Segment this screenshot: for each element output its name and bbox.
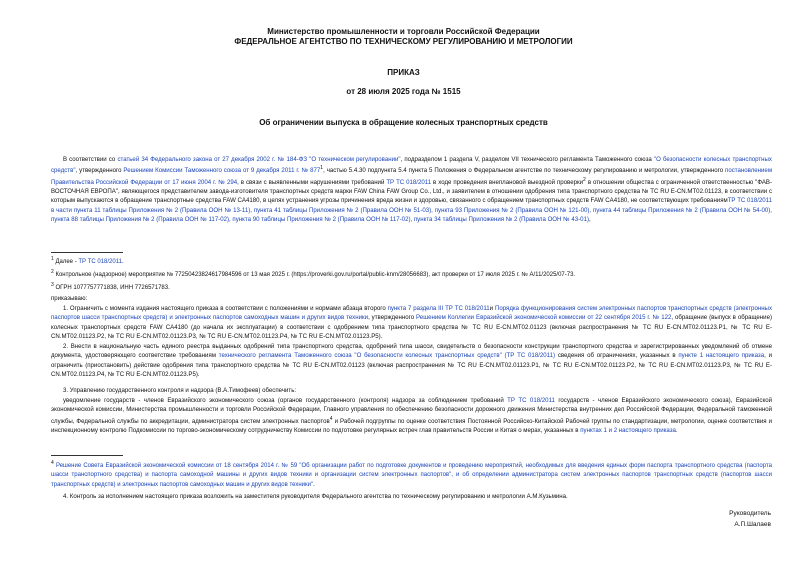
text: и Рабочей подгруппы по оценке соответствия Постоянной Российско-Китайской Рабочей группы по стандартизации, метрологии, оценке соответствия и инспекционному контролю Подкомиссии по торгово-экономическому сотрудничеству Комиссии по подготовке регулярных встреч глав правительств России и Китая о мерах, указанных в — [51, 417, 772, 434]
text: государств - членов Евразийского экономического союза), Евразийской экономической комиссии, Министерства промышленности и торговли Российской Федерации, Главного управления по обеспечению безопасности дорожного движения Министерства внутренних дел Российской Федерации, Федеральной таможенной службы, Федеральной службы по аккредитации, администратора систем электронных паспортов — [51, 397, 773, 425]
clause-link[interactable]: пункта 7 раздела III ТР ТС 018/2011 — [387, 305, 490, 312]
tr-ts-link[interactable]: ТР ТС 018/2011 — [78, 259, 122, 265]
text: Далее - — [53, 259, 79, 265]
text: 1. Ограничить с момента издания настоящего приказа в соответствии с положениями и нормами абзаца второго — [63, 305, 388, 312]
government-decree-link[interactable]: постановлением Правительства Российской Федерации от 17 июня 2004 г. № 294 — [51, 167, 773, 186]
text: . — [121, 259, 124, 265]
footnote-ref: 4 — [329, 415, 333, 422]
doc-type: ПРИКАЗ — [387, 68, 420, 77]
order-item-link[interactable]: пункте 1 настоящего приказа — [678, 352, 765, 360]
order-item-3-notice — [51, 396, 772, 435]
ministry-name: Министерство промышленности и торговли Российской Федерации — [267, 27, 540, 36]
text: В соответствии со — [63, 156, 118, 163]
text: , утвержденного — [677, 167, 726, 175]
text: и — [489, 305, 495, 312]
text: в ходе проведения внеплановой выездной проверки — [431, 178, 584, 186]
procedure-link[interactable]: Порядка функционирования систем электронных паспортов транспортных средств (электронных паспортов шасси транспортных средств) и электронных паспортов самоходных машин и других видов техники — [51, 305, 772, 322]
footnote-ref: 1 — [320, 165, 324, 172]
preamble-paragraph — [51, 155, 772, 224]
text: , утвержденного — [75, 167, 124, 175]
footnote-mark: 2 — [51, 269, 54, 275]
footnote-divider — [51, 252, 123, 253]
footnote-divider — [51, 455, 123, 456]
footnote-1 — [51, 255, 772, 267]
footnote-mark: 3 — [51, 282, 54, 288]
doc-date-number: от 28 июля 2025 года № 1515 — [346, 87, 461, 96]
regulation-link[interactable]: "О безопасности колесных транспортных средств" — [51, 156, 772, 175]
text: . — [675, 426, 678, 434]
text: сведения об ограничениях, указанных в — [555, 352, 679, 360]
footnote-ref: 2 — [583, 176, 586, 183]
footnote-2 — [51, 268, 772, 280]
order-item-1 — [51, 304, 772, 341]
law-link[interactable]: статьей 34 Федерального закона от 27 декабря 2002 г. № 184-ФЗ "О техническом регулировании" — [117, 156, 401, 163]
text: 2. Внести в национальную часть единого реестра выданных одобрений типа транспортного средства, одобрений типа шасси, свидетельств о безопасности конструкции транспортного средства и зарегистрированных уведомлений об отмене документа, удостоверяющего соответствие требованиям — [51, 343, 772, 360]
tr-ts-clauses-link[interactable]: ТР ТС 018/2011 в части пункта 11 таблицы Приложения № 2 (Правила ООН № 13-11), пункта 41 таблицы Приложения № 2 (Правила ООН № 51-03), пункта 93 Приложения № 2 (Правила ООН № 121-00), пункта 44 таблицы Приложения № 2 (Правила ООН № 54-00), пункта 88 таблицы Приложения № 2 (Правила ООН № 117-02), пункта 90 таблицы Приложения № 2 (Правила ООН № 117-02), пункта 34 таблицы Приложения № 2 (Правила ООН № 43-01) — [51, 197, 772, 223]
text: в отношении общества с ограниченной ответственностью "ФАВ-ВОСТОЧНАЯ ЕВРОПА", являющегося представителем завода-изготовителя транспортных средств марки FAW China FAW Group Co., Ltd., и заявителем в отношении одобрения типа транспортного средства № ТС RU E-CN.МТ02.01123, в соответствии с которым выпускаются в обращение транспортные средства FAW CA4180, в целях устранения угрозы причинения вреда жизни и здоровью, связанного с обращением транспортных средств FAW CA4180, не соответствующих требованиям — [51, 178, 772, 205]
text: , — [589, 215, 591, 223]
text: Контрольное (надзорное) мероприятие № 77250423824617984596 от 13 мая 2025 г. (https://proverki.gov.ru/portal/public-knm/28056683), акт проверки от 17 июля 2025 г. № А/11/2025/07-73. — [53, 272, 576, 278]
text: . — [313, 481, 315, 488]
tr-ts-link[interactable]: ТР ТС 018/2011 — [386, 178, 432, 186]
footnote-3 — [51, 281, 772, 293]
order-item-4: 4. Контроль за исполнением настоящего приказа возложить на заместителя руководителя Федерального агентства по техническому регулированию и метрологии А.М.Кузьмина. — [63, 493, 568, 500]
commission-decision-link[interactable]: Решением Коллегии Евразийской экономической комиссии от 22 сентября 2015 г. № 122 — [416, 314, 672, 322]
footnote-mark: 1 — [51, 256, 54, 262]
text: , утвержденного — [368, 314, 417, 322]
text: уведомление государств - членов Евразийского экономического союза (органов государственного (контроля) надзора за соблюдением требований — [63, 397, 508, 404]
order-item-2 — [51, 342, 772, 379]
council-decision-link[interactable]: Решение Совета Евразийской экономической комиссии от 18 сентября 2014 г. № 59 "Об организации работ по подготовке документов и проведению мероприятий, необходимых для введения единых форм паспорта транспортного средства (паспорта шасси транспортного средства) и паспорта самоходной машины и других видов техники и организации систем электронных паспортов", и об определении администратора систем электронных паспортов транспортных средств (паспортов шасси транспортных средств) и электронных паспортов самоходных машин и других видов техники" — [51, 463, 772, 488]
text: , в связи с выявленными нарушениями требований — [237, 178, 387, 186]
footnote-mark: 4 — [51, 460, 54, 466]
regulation-link[interactable]: технического регламента Таможенного союза "О безопасности колесных транспортных средств" (ТР ТС 018/2011) — [218, 352, 556, 360]
decision-link[interactable]: Решением Комиссии Таможенного союза от 9 декабря 2011 г. № 877 — [123, 167, 321, 175]
text: , и ограничить (приостановить) действие одобрения типа транспортного средства № ТС RU E-CN.МТ02.01123 (включая распространения № ТС RU E-CN.МТ02.01123.Р1, № ТС RU E-CN.МТ02.01123.Р2, № ТС RU E-CN.МТ02.01123.Р3, № ТС RU E-CN.МТ02.01123.Р4, № ТС RU E-CN.МТ02.01123.Р5). — [51, 352, 772, 378]
order-items-link[interactable]: пунктах 1 и 2 настоящего приказа — [580, 426, 676, 434]
order-intro: приказываю: — [51, 295, 88, 302]
text: , частью 5.4.30 подпункта 5.4 пункта 5 Положения о Федеральном агентстве по техническому регулированию и метрологии — [323, 167, 678, 175]
footnote-4 — [51, 459, 772, 490]
doc-subject: Об ограничении выпуска в обращение колесных транспортных средств — [259, 118, 548, 127]
text: , обращение (выпуск в обращение) колесных транспортных средств FAW CA4180 (до начала их эксплуатации) в соответствии с одобрением типа транспортного средства № ТС RU E-CN.МТ02.01123 (включая распространения № ТС RU E-CN.МТ02.01123.Р1, № ТС RU E-CN.МТ02.01123.Р2, № ТС RU E-CN.МТ02.01123.Р3, № ТС RU E-CN.МТ02.01123.Р4, № ТС RU E-CN.МТ02.01123.Р5). — [51, 314, 772, 340]
signature-title: Руководитель — [729, 510, 771, 517]
text: ОГРН 1077757771838, ИНН 7726571783. — [53, 285, 170, 291]
signature-name: А.П.Шалаев — [734, 521, 771, 528]
text: , подразделом 1 раздела V, разделом VII технического регламента Таможенного союза — [400, 156, 654, 163]
tr-ts-link[interactable]: ТР ТС 018/2011 — [507, 397, 555, 404]
order-item-3: 3. Управлению государственного контроля и надзора (В.А.Тимофеев) обеспечить: — [63, 387, 297, 394]
agency-name: ФЕДЕРАЛЬНОЕ АГЕНТСТВО ПО ТЕХНИЧЕСКОМУ РЕГУЛИРОВАНИЮ И МЕТРОЛОГИИ — [234, 37, 573, 46]
